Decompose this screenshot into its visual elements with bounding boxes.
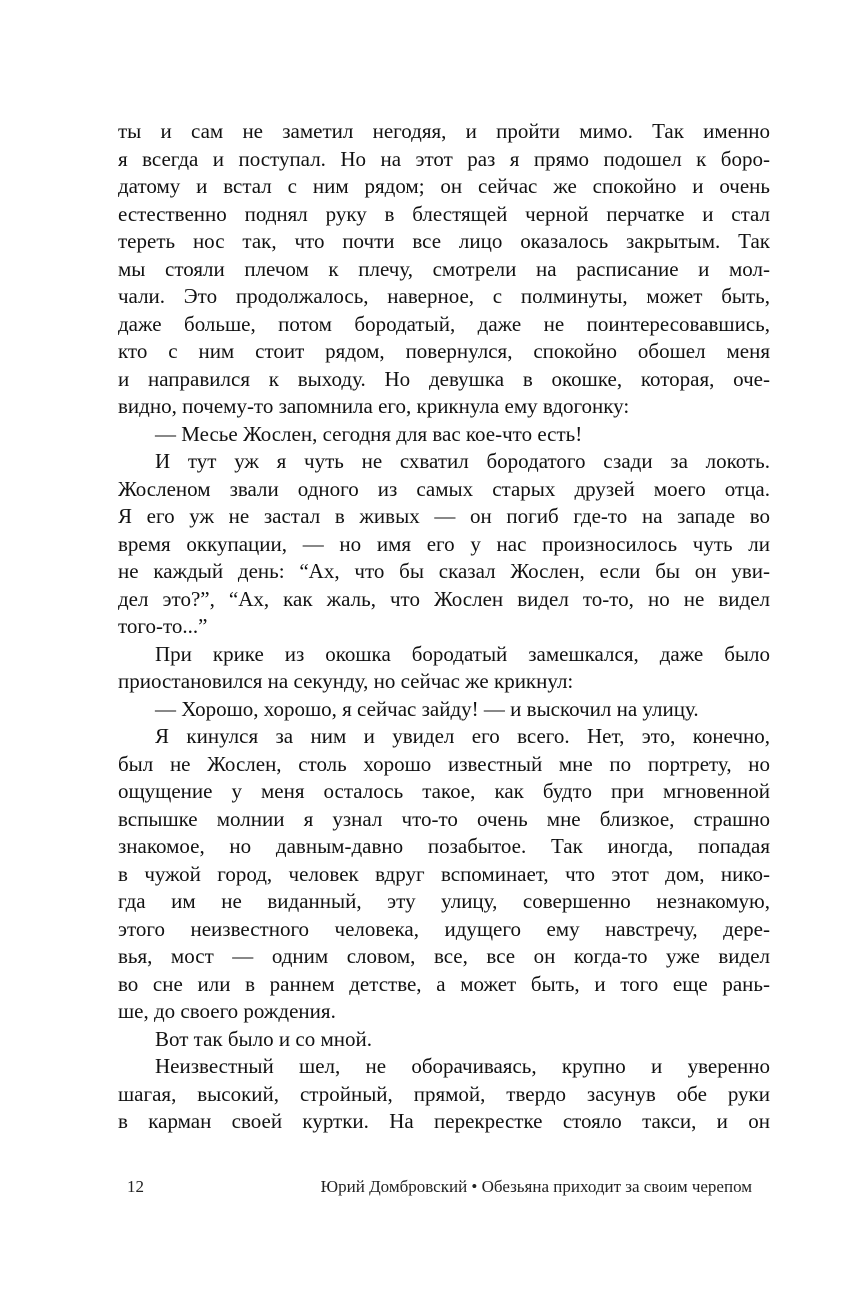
- text-line: того-то...”: [118, 614, 208, 638]
- text-line: — Месье Жослен, сегодня для вас кое-что есть!: [155, 421, 583, 446]
- text-line: Я кинулся за ним и увидел его всего. Нет, это, конечно,: [155, 724, 770, 748]
- text-line: ше, до своего рождения.: [118, 999, 336, 1023]
- text-line: Жосленом звали одного из самых старых друзей моего отца.: [118, 476, 770, 501]
- text-line: во сне или в раннем детстве, а может быть, и того еще рань-: [118, 971, 770, 996]
- paragraph: [118, 696, 770, 724]
- text-line: датому и встал с ним рядом; он сейчас же спокойно и очень: [118, 174, 770, 198]
- paragraph: [118, 421, 770, 449]
- text-line: При крике из окошка бородатый замешкался, даже было: [155, 641, 770, 666]
- text-line: дел это?”, “Ах, как жаль, что Жослен видел то-то, но не видел: [118, 586, 770, 611]
- text-line: приостановился на секунду, но сейчас же крикнул:: [118, 669, 574, 693]
- text-line: естественно поднял руку в блестящей черной перчатке и стал: [118, 201, 770, 226]
- paragraph: [118, 723, 770, 1026]
- text-line: даже больше, потом бородатый, даже не поинтересовавшись,: [118, 311, 770, 336]
- text-line: вспышке молнии я узнал что-то очень мне близкое, страшно: [118, 806, 770, 831]
- text-line: время оккупации, — но имя его у нас произносилось чуть ли: [118, 531, 770, 556]
- text-line: — Хорошо, хорошо, я сейчас зайду! — и выскочил на улицу.: [155, 696, 699, 721]
- text-line: этого неизвестного человека, идущего ему навстречу, дере-: [118, 916, 770, 941]
- text-line: Неизвестный шел, не оборачиваясь, крупно и уверенно: [155, 1054, 770, 1078]
- page-number: 12: [127, 1177, 144, 1196]
- text-line: кто с ним стоит рядом, повернулся, спокойно обошел меня: [118, 339, 770, 363]
- text-line: тереть нос так, что почти все лицо оказалось закрытым. Так: [118, 229, 770, 253]
- paragraph: [118, 448, 770, 641]
- paragraph: [118, 1026, 770, 1054]
- body-text: [118, 118, 770, 1136]
- text-line: гда им не виданный, эту улицу, совершенно незнакомую,: [118, 889, 770, 913]
- text-line: видно, почему-то запомнила его, крикнула ему вдогонку:: [118, 394, 630, 418]
- paragraph: [118, 641, 770, 696]
- text-line: в карман своей куртки. На перекрестке стояло такси, и он: [118, 1109, 770, 1133]
- text-line: ты и сам не заметил негодяя, и пройти мимо. Так именно: [118, 119, 770, 143]
- running-title: Юрий Домбровский • Обезьяна приходит за своим черепом: [320, 1177, 752, 1196]
- text-line: мы стояли плечом к плечу, смотрели на расписание и мол-: [118, 256, 770, 281]
- text-line: был не Жослен, столь хорошо известный мне по портрету, но: [118, 751, 770, 776]
- text-line: вья, мост — одним словом, все, все он когда-то уже видел: [118, 944, 770, 968]
- page-footer: [127, 1174, 752, 1200]
- text-line: не каждый день: “Ах, что бы сказал Жослен, если бы он уви-: [118, 559, 770, 583]
- text-line: ощущение у меня осталось такое, как будто при мгновенной: [118, 779, 770, 803]
- text-line: Я его уж не застал в живых — он погиб где-то на западе во: [118, 504, 770, 528]
- text-line: и направился к выходу. Но девушка в окошке, которая, оче-: [118, 366, 770, 391]
- text-line: И тут уж я чуть не схватил бородатого сзади за локоть.: [155, 449, 770, 473]
- text-line: шагая, высокий, стройный, прямой, твердо засунув обе руки: [118, 1081, 770, 1106]
- text-line: Вот так было и со мной.: [155, 1026, 372, 1051]
- text-line: в чужой город, человек вдруг вспоминает, что этот дом, нико-: [118, 861, 770, 886]
- paragraph: [118, 1053, 770, 1136]
- paragraph: [118, 118, 770, 421]
- text-line: знакомое, но давным-давно позабытое. Так иногда, попадая: [118, 834, 770, 858]
- text-line: я всегда и поступал. Но на этот раз я прямо подошел к боро-: [118, 146, 770, 171]
- text-line: чали. Это продолжалось, наверное, с полминуты, может быть,: [118, 284, 770, 308]
